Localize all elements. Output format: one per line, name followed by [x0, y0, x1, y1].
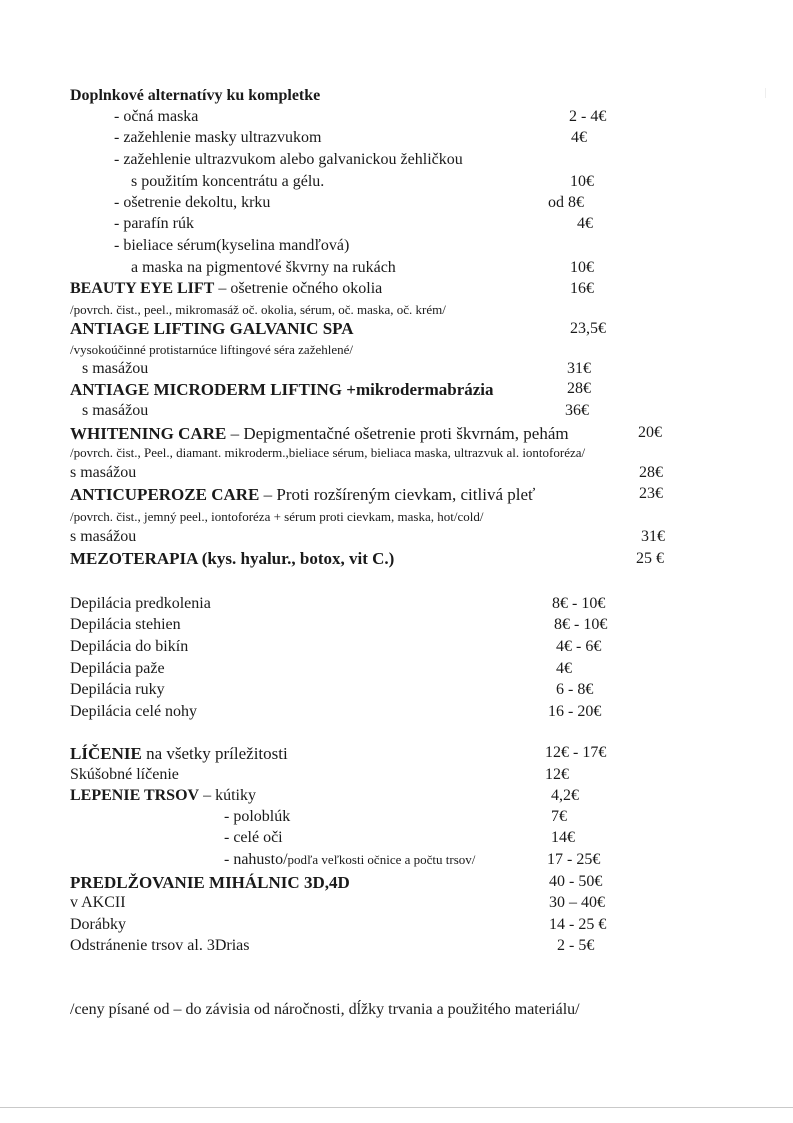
treatment-price: 25 € [636, 550, 664, 567]
depilation-price: 8€ - 10€ [554, 616, 608, 633]
addon-price: 10€ [570, 259, 594, 276]
lashes-item-note: podľa veľkosti očnice a počtu trsov/ [287, 852, 476, 867]
extensions-label: Dorábky [70, 916, 126, 933]
treatment-price: 28€ [567, 380, 591, 397]
addon-price: 4€ [571, 129, 587, 146]
depilation-price: 4€ [556, 660, 572, 677]
addon-price: 2 - 4€ [569, 108, 607, 125]
treatment-note: /vysokoúčinné protistarnúce liftingové séra zažehlené/ [70, 342, 354, 357]
extensions-price: 40 - 50€ [549, 873, 603, 890]
depilation-price: 6 - 8€ [556, 681, 594, 698]
treatment-eye-lift [70, 281, 382, 297]
addon-label: - očná maska [114, 108, 199, 125]
lashes-item-price: 17 - 25€ [547, 851, 601, 868]
addon-price: 4€ [577, 215, 593, 232]
makeup-trial-label: Skúšobné líčenie [70, 766, 179, 783]
lashes-price: 4,2€ [551, 787, 579, 804]
extensions-price: 30 – 40€ [549, 894, 605, 911]
treatment-price: 20€ [638, 424, 662, 441]
treatment-price: 23€ [639, 485, 663, 502]
extensions-label: Odstránenie trsov al. 3Drias [70, 937, 250, 954]
depilation-label: Depilácia ruky [70, 681, 165, 698]
massage-price: 36€ [565, 402, 589, 419]
addon-label: - ošetrenie dekoltu, krku [114, 194, 271, 211]
treatment-title: WHITENING CARE [70, 424, 227, 443]
depilation-label: Depilácia stehien [70, 616, 181, 633]
makeup-title: LÍČENIE [70, 744, 142, 763]
makeup-trial-price: 12€ [545, 766, 569, 783]
lashes-title: LEPENIE TRSOV [70, 787, 200, 804]
footnote: /ceny písané od – do závisia od náročnosti, dĺžky trvania a použitého materiálu/ [70, 1001, 580, 1018]
massage-label: s masážou [82, 402, 149, 419]
treatment-title: ANTIAGE MICRODERM LIFTING +mikrodermabrázia [70, 380, 494, 399]
depilation-label: Depilácia celé nohy [70, 703, 198, 720]
treatment-title: MEZOTERAPIA (kys. hyalur., botox, vit C.) [70, 549, 395, 568]
depilation-label: Depilácia do bikín [70, 638, 189, 655]
lashes-item-price: 7€ [551, 808, 567, 825]
addon-label: a maska na pigmentové škvrny na rukách [131, 259, 396, 276]
addon-label: - zažehlenie masky ultrazvukom [114, 129, 322, 146]
treatment-anticuperoze [70, 486, 535, 503]
addon-label: s použitím koncentrátu a gélu. [131, 173, 325, 190]
depilation-price: 4€ - 6€ [556, 638, 602, 655]
massage-price: 31€ [641, 528, 665, 545]
scan-speck [765, 88, 772, 98]
lashes-desc: – kútiky [199, 787, 256, 804]
extensions-price: 2 - 5€ [557, 937, 595, 954]
depilation-price: 8€ - 10€ [552, 595, 606, 612]
makeup-desc: na všetky príležitosti [141, 744, 288, 763]
treatment-whitening [70, 425, 569, 442]
addon-price: 10€ [570, 173, 594, 190]
addon-label: - zažehlenie ultrazvukom alebo galvanickou žehličkou [114, 151, 463, 168]
extensions-price: 14 - 25 € [549, 916, 607, 933]
treatment-title: BEAUTY EYE LIFT [70, 280, 215, 297]
lashes-item-price: 14€ [551, 829, 575, 846]
addon-label: - parafín rúk [114, 215, 194, 232]
addon-label: - bieliace sérum(kyselina mandľová) [114, 237, 350, 254]
lashes-item-row [224, 852, 475, 868]
lashes-row [70, 788, 256, 804]
scan-edge-line [0, 1107, 793, 1108]
massage-label: s masážou [70, 464, 137, 481]
massage-label: s masážou [70, 528, 137, 545]
massage-label: s masážou [82, 360, 149, 377]
depilation-label: Depilácia paže [70, 660, 165, 677]
lashes-item-label: - nahusto/ [224, 851, 288, 868]
lashes-item-label: - poloblúk [224, 808, 291, 825]
treatment-price: 23,5€ [570, 320, 606, 337]
makeup-row [70, 745, 288, 762]
extensions-title: PREDLŽOVANIE MIHÁLNIC 3D,4D [70, 873, 350, 892]
section-heading: Doplnkové alternatívy ku kompletke [70, 87, 321, 104]
lashes-item-label: - celé oči [224, 829, 283, 846]
treatment-desc: – Depigmentačné ošetrenie proti škvrnám, pehám [226, 424, 569, 443]
extensions-label: v AKCII [70, 894, 126, 911]
depilation-label: Depilácia predkolenia [70, 595, 211, 612]
depilation-price: 16 - 20€ [548, 703, 602, 720]
addon-price: od 8€ [548, 194, 584, 211]
treatment-note: /povrch. čist., Peel., diamant. mikroderm.,bieliace sérum, bieliaca maska, ultrazvuk al. iontoforéza/ [70, 445, 586, 460]
makeup-price: 12€ - 17€ [545, 744, 607, 761]
treatment-title: ANTIAGE LIFTING GALVANIC SPA [70, 319, 354, 338]
massage-price: 28€ [639, 464, 663, 481]
treatment-note: /povrch. čist., jemný peel., iontoforéza + sérum proti cievkam, maska, hot/cold/ [70, 509, 484, 524]
treatment-title: ANTICUPEROZE CARE [70, 485, 260, 504]
treatment-note: /povrch. čist., peel., mikromasáž oč. okolia, sérum, oč. maska, oč. krém/ [70, 302, 446, 317]
massage-price: 31€ [567, 360, 591, 377]
treatment-desc: – Proti rozšíreným cievkam, citlivá pleť [259, 485, 536, 504]
treatment-price: 16€ [570, 280, 594, 297]
treatment-desc: – ošetrenie očného okolia [214, 280, 383, 297]
